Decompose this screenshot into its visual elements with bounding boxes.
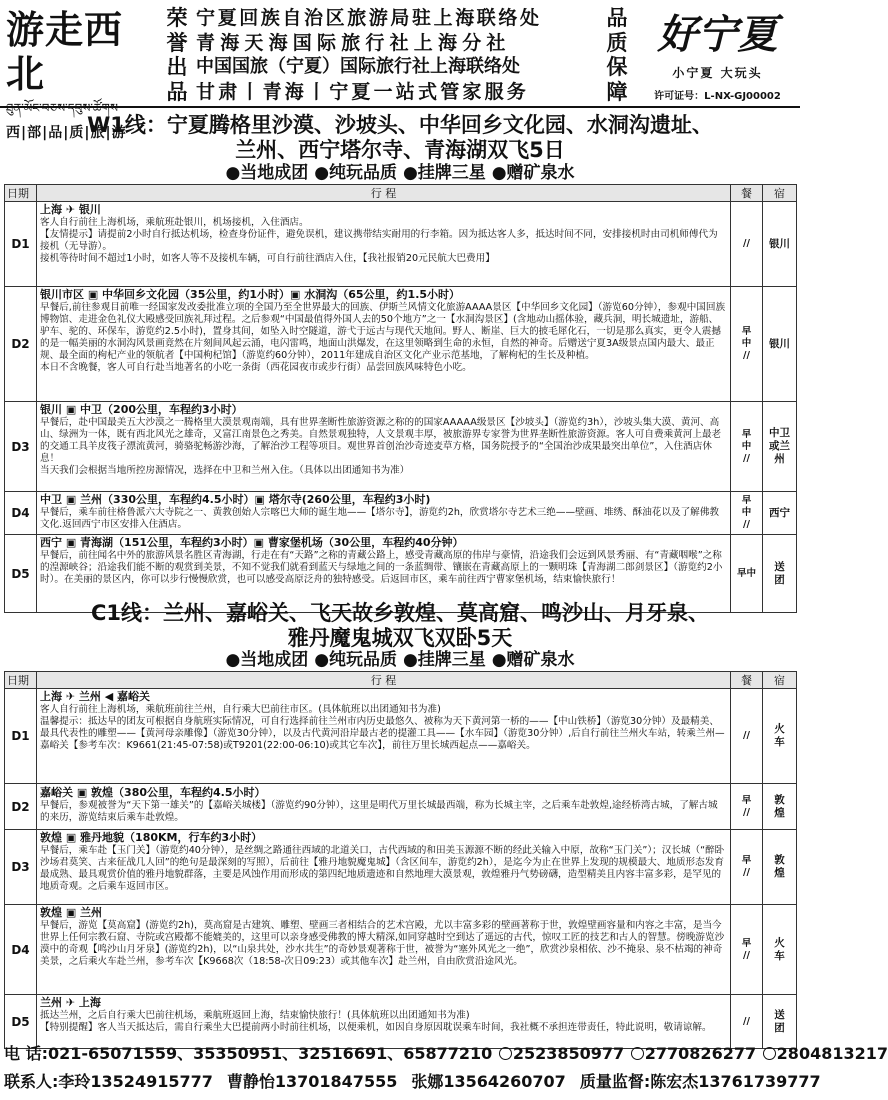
day-label: D2: [5, 784, 37, 830]
day-text: 早餐后，赴中国最美五大沙漠之一腾格里大漠景观南端，具有世界垄断性旅游资源之称的的国家AAAAA级景区【沙坡头】（游览约3h），沙坡头集大漠、黄河、高山、绿洲为一体，既有西北风光之雄奇，又富江南景色之秀美。自然景观独特，人文景观丰厚，被旅游界专家誉为世界垄断性旅游资源。客人可自费乘黄河上最老的交通工具羊皮筏子漂流黄河，骑骆驼畅游沙海，了解治沙工程等项目。观世界首创治沙奇迹麦草方格，国务院授予的“全国治沙成果最突出单位”，入住酒店休息！ 当天我们会根据当地所控房源情况，选择在中卫和兰州入住。（具体以出团通知书为准）: [40, 417, 722, 477]
c1-itinerary-table: [4, 671, 797, 1049]
day-stay: 送 团: [763, 535, 797, 613]
honor-vertical-text: [166, 6, 188, 104]
brand-tags: 西|部|品|质|旅|游: [6, 125, 127, 141]
day-meal: 早 中 //: [731, 492, 763, 535]
quality-char: 保: [606, 55, 628, 79]
phone-numbers[interactable]: 021-65071559、35350951、32516691、65877210: [47, 1044, 493, 1063]
footer-contact-line: [0, 1068, 821, 1096]
agency-line: 中国国旅（宁夏）国际旅行社上海联络处: [196, 56, 520, 77]
day-meal: 早 中 //: [731, 287, 763, 402]
day-body: [37, 905, 731, 995]
honor-char: 出: [166, 55, 188, 79]
day-text: 客人自行前往上海机场，乘航班前往兰州，自行乘大巴前往市区。(具体航班以出团通知书为准) 温馨提示：抵达早的团友可根据自身航班实际情况，可自行选择前往兰州市内历史最悠久、被称为天下黄河第一桥的——【中山铁桥】（游览30分钟）及最精美、最具代表性的雕塑——【黄河母亲雕像】（游览30分钟），以及古代黄河沿岸最古老的提灌工具——【水车园】（游览30分钟）,后自行前往兰州火车站，转乘兰州—嘉峪关【参考车次：K9661(21:45-07:58)或T9201(22:00-06:10)或其它车次】，前往万里长城西起点——嘉峪关。: [40, 704, 725, 752]
c1-title-line2: 雅丹魔鬼城双飞双卧5天: [287, 626, 513, 650]
col-itinerary: 行 程: [37, 185, 731, 202]
table-header-row: [5, 672, 797, 689]
table-row: [5, 784, 797, 830]
table-row: [5, 492, 797, 535]
qq-icon: [631, 1047, 644, 1060]
day-label: D3: [5, 402, 37, 492]
brand-left: [6, 7, 158, 141]
brand-logo-left: 游走西北: [6, 7, 124, 96]
table-row: [5, 689, 797, 784]
w1-features: ●当地成团 ●纯玩品质 ●挂牌三星 ●赠矿泉水: [225, 163, 575, 183]
day-meal: 早中: [731, 535, 763, 613]
table-row: [5, 830, 797, 905]
col-itinerary: 行 程: [37, 672, 731, 689]
day-label: D3: [5, 830, 37, 905]
day-label: D2: [5, 287, 37, 402]
quality-char: 品: [606, 6, 628, 30]
agency-line: 甘肃丨青海丨宁夏一站式管家服务: [196, 80, 530, 103]
w1-title-line1: W1线：宁夏腾格里沙漠、沙坡头、中华回乡文化园、水洞沟遗址、: [87, 113, 713, 137]
day-route: 中卫 ▣ 兰州（330公里，车程约4.5小时）▣ 塔尔寺(260公里，车程约3小时): [40, 493, 431, 506]
day-text: 早餐后，参观被誉为“天下第一雄关”的【嘉峪关城楼】（游览约90分钟），这里是明代万里长城最西端，称为长城主宰，之后乘车赴敦煌,途经桥湾古城，了解古城的来历，游览结束后乘车赴敦煌。: [40, 799, 718, 823]
col-meal: 餐: [731, 185, 763, 202]
day-stay: 敦 煌: [763, 830, 797, 905]
c1-title-line1: C1线：兰州、嘉峪关、飞天故乡敦煌、莫高窟、鸣沙山、月牙泉、: [90, 601, 710, 625]
day-stay: 火 车: [763, 689, 797, 784]
day-stay: 银川: [763, 202, 797, 287]
day-route: 敦煌 ▣ 雅丹地貌（180KM，行车约3小时）: [40, 831, 263, 844]
col-day: 日期: [5, 185, 37, 202]
day-meal: 早 //: [731, 784, 763, 830]
day-body: [37, 492, 731, 535]
day-label: D5: [5, 995, 37, 1049]
quality-vertical-text: [606, 6, 628, 104]
day-stay: 火 车: [763, 905, 797, 995]
col-stay: 宿: [763, 185, 797, 202]
day-body: [37, 402, 731, 492]
contact-person[interactable]: 曹静怡13701847555: [226, 1072, 398, 1091]
day-label: D1: [5, 202, 37, 287]
day-label: D4: [5, 905, 37, 995]
license-number: 许可证号：L-NX-GJ00002: [654, 91, 781, 102]
day-meal: //: [731, 202, 763, 287]
agency-line: 青海天海国际旅行社上海分社: [196, 31, 511, 54]
w1-itinerary-table: [4, 184, 797, 613]
day-text: 抵达兰州，之后自行乘大巴前往机场，乘航班返回上海，结束愉快旅行！(具体航班以出团通知书为准) 【特别提醒】客人当天抵达后，需自行乘坐大巴提前两小时前往机场，以便乘机，如因自身原因耽误乘车时间，我社概不承担连带责任，特此说明，敬请谅解。: [40, 1010, 712, 1034]
phone-label: 电 话:: [4, 1044, 48, 1063]
contact-label: 联系人:: [4, 1072, 59, 1091]
contact-person[interactable]: 张娜13564260707: [411, 1072, 566, 1091]
day-route: 银川 ▣ 中卫（200公里，车程约3小时）: [40, 403, 243, 416]
brand-tibetan-text: ཐུན་མོང་བཅས་དབུས་ཚོགས: [6, 101, 118, 115]
qq-number[interactable]: 2770826277: [644, 1044, 757, 1063]
day-body: [37, 287, 731, 402]
day-text: 早餐后，乘车赴【玉门关】（游览约40分钟），是丝绸之路通往西域的北道关口，古代西域的和田美玉源源不断的经此关输入中原，故称“玉门关”）；汉长城（“醉卧沙场君莫笑、古来征战几人回”的绝句是最深刻的写照），后前往【雅丹地貌魔鬼城】（含区间车，游览约2h），是迄今为止在世界上发现的规模最大、地质形态发育最成熟、最具观赏价值的雅丹地貌群落，主要是风蚀作用而形成的第四纪地质遗迹和自然地理大漠景观，敦煌雅丹气势磅礴，造型精美且内容丰富多彩，是罕见的地质奇观。之后乘车返回市区。: [40, 845, 725, 893]
day-stay: 西宁: [763, 492, 797, 535]
contact-person[interactable]: 李玲13524915777: [58, 1072, 213, 1091]
agency-list: [196, 6, 601, 104]
brand-right: [640, 10, 795, 106]
qq-number[interactable]: 2804813217: [776, 1044, 888, 1063]
supervisor-contact[interactable]: 陈宏杰13761739777: [650, 1072, 821, 1091]
supervisor-label: 质量监督:: [579, 1072, 651, 1091]
day-stay: 送 团: [763, 995, 797, 1049]
day-route: 西宁 ▣ 青海湖（151公里，车程约3小时）▣ 曹家堡机场（30公里，车程约40分钟）: [40, 536, 464, 549]
day-body: [37, 830, 731, 905]
col-day: 日期: [5, 672, 37, 689]
day-stay: 中卫 或兰 州: [763, 402, 797, 492]
day-body: [37, 784, 731, 830]
day-route: 嘉峪关 ▣ 敦煌（380公里，车程约4.5小时）: [40, 785, 266, 799]
table-row: [5, 402, 797, 492]
day-body: [37, 689, 731, 784]
day-meal: //: [731, 689, 763, 784]
table-row: [5, 287, 797, 402]
day-meal: 早 //: [731, 830, 763, 905]
day-meal: 早 //: [731, 905, 763, 995]
day-stay: 银川: [763, 287, 797, 402]
c1-features: ●当地成团 ●纯玩品质 ●挂牌三星 ●赠矿泉水: [225, 650, 575, 670]
honor-char: 荣: [166, 6, 188, 30]
table-row: [5, 905, 797, 995]
brand-slogan: 小宁夏 大玩头: [672, 66, 763, 80]
day-label: D4: [5, 492, 37, 535]
col-meal: 餐: [731, 672, 763, 689]
footer-phone-line: [0, 1040, 888, 1068]
footer: [0, 1040, 888, 1100]
day-label: D5: [5, 535, 37, 613]
table-row: [5, 202, 797, 287]
w1-title-line2: 兰州、西宁塔尔寺、青海湖双飞5日: [235, 138, 565, 162]
day-body: [37, 202, 731, 287]
qq-icon: [499, 1047, 512, 1060]
day-text: 早餐后,前往参观目前唯一经国家发改委批准立项的全国乃至全世界最大的回族、伊斯兰风情文化旅游AAAA景区【中华回乡文化园】（游览60分钟），参观中国回族博物馆、走进金色礼仪大殿感受回族礼拜过程。之后参观“中国最值得外国人去的50个地方”之一【水洞沟景区】(含地动山摇体验，藏兵洞，明长城遗址，游船、驴车、驼的、环保车，游览约2.5小时)，置身其间，如坠入时空隧道，游弋于远古与现代天地间。野人、断崖、巨大的披毛犀化石，一切是那么真实，更令人震撼的是一幅美丽的水洞沟风景画竟然在片刻间风起云涌，电闪雷鸣，地面山洪爆发，在这里领略到生命的永恒，自然的神奇。后赠送宁夏3A级景点国内最大、最正规、最全面的枸杞产业的领航者【中国枸杞馆】（游览约60分钟），2011年建成自治区文化产业示范基地，了解枸杞的生长及种植。 本日不含晚餐，客人可自行赴当地著名的小吃一条街（西花园夜市或步行街）品尝回族风味特色小吃。: [40, 302, 726, 374]
day-stay: 敦 煌: [763, 784, 797, 830]
day-route: 上海 ✈ 银川: [40, 203, 101, 216]
honor-char: 誉: [166, 30, 188, 55]
day-route: 敦煌 ▣ 兰州: [40, 906, 103, 919]
honor-char: 品: [166, 79, 188, 104]
agency-line: 宁夏回族自治区旅游局驻上海联络处: [196, 7, 542, 29]
day-route: 银川市区 ▣ 中华回乡文化园（35公里，约1小时）▣ 水洞沟（65公里，约1.5小时）: [40, 288, 461, 301]
day-text: 客人自行前往上海机场，乘航班赴银川，机场接机，入住酒店。 【友情提示】请提前2小时自行抵达机场，检查身份证件，避免误机，建议携带结实耐用的行李箱。因为抵达客人多，抵达时间不同，安排接机时由司机师傅代为接机（无导游）。 接机等待时间不超过1小时，如客人等不及接机车辆，可自行前往酒店入住，【我社报销20元民航大巴费用】: [40, 217, 718, 265]
day-text: 早餐后，前往闻名中外的旅游风景名胜区青海湖，行走在有“天路”之称的青藏公路上，感受青藏高原的伟岸与豪情，沿途我们会远到风景秀丽、有“青藏咽喉”之称的湟源峡谷；沿途我们能不断的观赏到美景，不知不觉我们就看到蓝天与绿地之间的一条蓝绸带、镶嵌在青藏高原上的一颗明珠【青海湖二郎剑景区】（游览约2小时）。在美丽的景区内，你可以步行慢慢欣赏，也可以感受高原泛舟的独特感受。后返回市区，乘车前往西宁曹家堡机场，结束愉快旅行！: [40, 550, 723, 586]
qq-number[interactable]: 2523850977: [512, 1044, 625, 1063]
table-header-row: [5, 185, 797, 202]
brand-logo-right: 好宁夏: [657, 11, 778, 58]
col-stay: 宿: [763, 672, 797, 689]
day-text: 早餐后，乘车前往格鲁派六大寺院之一、黄教创始人宗喀巴大师的诞生地——【塔尔寺】，游览约2h，欣赏塔尔寺艺术三绝——壁画、堆绣、酥油花以及了解佛教文化.返回西宁市区安排入住酒店。: [40, 507, 719, 531]
day-route: 上海 ✈ 兰州 ◀ 嘉峪关: [40, 690, 150, 703]
quality-char: 障: [606, 79, 628, 104]
day-text: 早餐后，游览【莫高窟】(游览约2h)，莫高窟是古建筑、雕塑、壁画三者相结合的艺术宫殿，尤以丰富多彩的壁画著称于世，敦煌壁画容量和内容之丰富，是当今世界上任何宗教石窟、寺院或宫殿都不能媲美的，这里可以亲身感受佛教的博大精深,如同穿越时空到达了遥远的古代，惊叹工匠的技艺和古人的智慧。傍晚游览沙漠中的奇观【鸣沙山月牙泉】(游览约2h)，以“山泉共处，沙水共生”的奇妙景观著称于世，被誉为“塞外风光之一绝”，欣赏沙泉相依、沙不掩泉、泉不枯竭的神奇美景，之后乘火车赴兰州，参考车次【K9668次（18:58-次日09:23）或其他车次】赴兰州，自由欣赏沿途风光。: [40, 920, 725, 968]
qq-icon: [763, 1047, 776, 1060]
day-meal: 早 中 //: [731, 402, 763, 492]
day-route: 兰州 ✈ 上海: [40, 996, 101, 1009]
quality-char: 质: [606, 30, 628, 55]
day-label: D1: [5, 689, 37, 784]
day-meal: //: [731, 995, 763, 1049]
